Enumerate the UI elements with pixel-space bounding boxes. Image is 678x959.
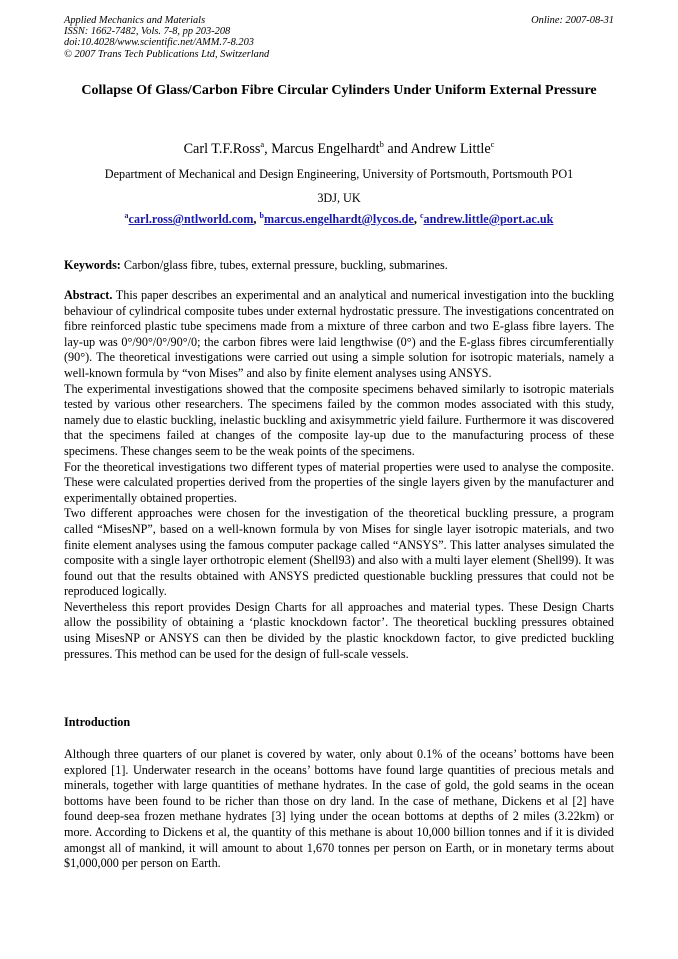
abstract-paragraph-2: The experimental investigations showed that the composite specimens behaved similarly to isotropic materials tested by various other researchers. The specimens failed by the common modes associated with this study, namely due to elastic buckling, inelastic buckling and axisymmetric yield failure. Furthermore it was discovered that the specimens failed at changes of the composite lay-up due to the manufacturing process of these specimens. These changes seem to be the weak points of the specimens.	[64, 381, 614, 458]
abstract	[64, 288, 614, 662]
introduction-body	[64, 747, 614, 872]
author-little: Andrew Little	[410, 141, 491, 157]
journal-header	[64, 15, 614, 60]
author-engelhardt: Marcus Engelhardt	[271, 141, 380, 157]
email-1-sup: a	[124, 211, 129, 220]
author-sep-2: and	[383, 141, 411, 157]
author-emails	[64, 207, 614, 228]
abstract-label: Abstract.	[64, 288, 113, 302]
email-link-ross[interactable]: carl.ross@ntlworld.com	[128, 212, 254, 226]
affiliation-line-2: 3DJ, UK	[317, 191, 361, 205]
email-sep-2: ,	[413, 212, 420, 226]
affiliation	[64, 162, 614, 210]
abstract-paragraph-4: Two different approaches were chosen for the investigation of the theoretical buckling pressure, a program called “MisesNP”, based on a well-known formula by von Mises for single layer isotropic materials, and two finite element analyses using the famous computer package called “ANSYS”. This latter analyses simulated the composite with a single layer orthotropic element (Shell93) and also with a multi layer element (Shell99). It was found out that the results obtained with ANSYS predicted questionable buckling pressures that could not be reproduced logically.	[64, 506, 614, 599]
email-3-sup: c	[419, 211, 424, 220]
author-list	[64, 134, 614, 159]
keywords-label: Keywords:	[64, 258, 121, 272]
author-sep-1: ,	[264, 141, 272, 157]
affiliation-line-1: Department of Mechanical and Design Engineering, University of Portsmouth, Portsmouth PO1	[104, 167, 574, 181]
copyright-line: © 2007 Trans Tech Publications Ltd, Switzerland	[64, 48, 270, 60]
online-date: Online: 2007-08-31	[531, 15, 614, 26]
abstract-paragraph-3: For the theoretical investigations two different types of material properties were used to analyse the composite. These were calculated properties derived from the properties of the single layers given by the manufacturer and experimentally obtained properties.	[64, 459, 614, 505]
introduction-heading: Introduction	[64, 715, 131, 729]
author-ross-sup: a	[260, 139, 265, 149]
introduction-paragraph-1: Although three quarters of our planet is covered by water, only about 0.1% of the oceans’ bottoms have been explored [1]. Underwater research in the oceans’ bottoms have found large quantities of precious metals and minerals, together with large quantities of methane hydrates. In the case of gold, the gold seams in the ocean bottoms have been found to be richer than those on dry land. In the case of methane, Dickens et al [2] have found deep-sea frozen methane hydrates [3] lying under the ocean bottoms at depths of 2 miles (3.22km) or more. According to Dickens et al, the quantity of this methane is about 10,000 billion tonnes and if it is divided amongst all of mankind, it will amount to about 1,670 tonnes per person on Earth, or in monetary terms about $1,000,000 per person on Earth.	[64, 747, 614, 871]
email-link-little[interactable]: andrew.little@port.ac.uk	[423, 212, 554, 226]
abstract-paragraph-5: Nevertheless this report provides Design Charts for all approaches and material types. These Design Charts allow the possibility of obtaining a ‘plastic knockdown factor’. The theoretical buckling pressures obtained using MisesNP or ANSYS can then be divided by the plastic knockdown factor, to give predicted buckling pressures. This method can be used for the design of full-scale vessels.	[64, 599, 614, 661]
abstract-paragraph-1	[64, 288, 614, 382]
journal-name: Applied Mechanics and Materials	[64, 15, 206, 26]
issn-line: ISSN: 1662-7482, Vols. 7-8, pp 203-208	[64, 26, 231, 38]
author-engelhardt-sup: b	[379, 139, 384, 149]
email-link-engelhardt[interactable]: marcus.engelhardt@lycos.de	[263, 212, 414, 226]
keywords-text: Carbon/glass fibre, tubes, external pressure, buckling, submarines.	[120, 258, 448, 272]
email-sep-1: ,	[253, 212, 260, 226]
doi-line: doi:10.4028/www.scientific.net/AMM.7-8.203	[64, 37, 254, 49]
paper-title: Collapse Of Glass/Carbon Fibre Circular Cylinders Under Uniform External Pressure	[81, 83, 597, 98]
keywords	[64, 257, 614, 273]
author-little-sup: c	[490, 139, 495, 149]
author-ross: Carl T.F.Ross	[183, 141, 261, 157]
abstract-text-1: This paper describes an experimental and an analytical and numerical investigation into the buckling behaviour of cylindrical composite tubes under external hydrostatic pressure. The investigations concentrated on fibre reinforced plastic tube specimens made from a mixture of three carbon and two E-glass fibre layers. The lay-up was 0°/90°/0°/90°/0; the carbon fibres were laid lengthwise (0°) and the E-glass fibres circumferentially (90°). The theoretical investigations were carried out using a simple solution for isotropic materials, namely a well-known formula by “von Mises” and also by finite element analyses using ANSYS.	[64, 288, 614, 380]
email-2-sup: b	[259, 211, 264, 220]
